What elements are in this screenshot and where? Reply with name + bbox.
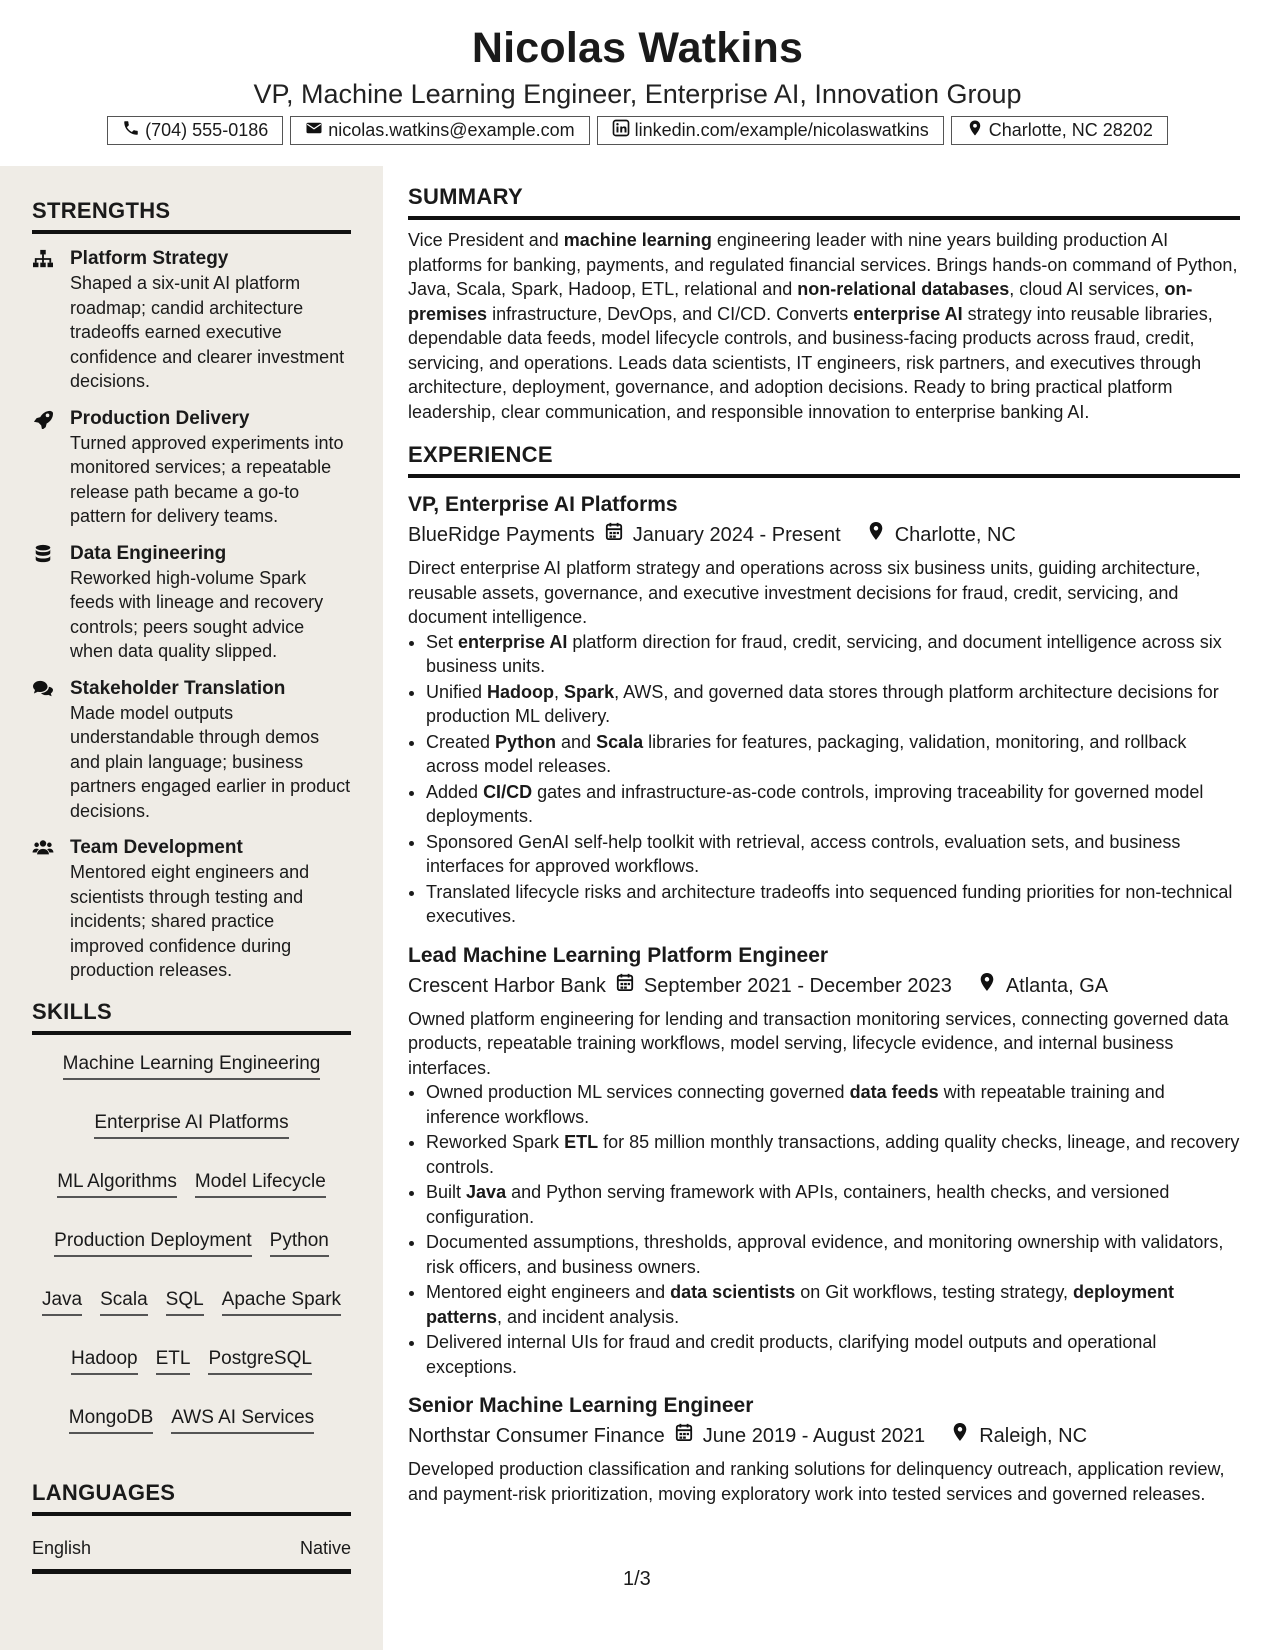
experience-heading: EXPERIENCE xyxy=(408,442,1240,478)
text-run: and xyxy=(556,731,597,752)
language-name: English xyxy=(32,1537,92,1558)
bold-text: Scala xyxy=(596,731,644,752)
language-level: Native xyxy=(299,1537,351,1558)
skill-tag: Python xyxy=(270,1228,329,1257)
bullet-item xyxy=(426,1080,1240,1129)
text-run: Built xyxy=(426,1182,467,1202)
text-run: libraries for features, packaging, validation, monitoring, and rollback across model releases. xyxy=(426,731,1187,776)
text-run: engineering leader with nine years building production AI platforms for banking, payments, and regulated financial services. Brings hands-on command of Python, Java, Scala, Spark, Hadoop, ETL, relational and xyxy=(408,230,1238,299)
skill-tag: ETL xyxy=(156,1346,191,1375)
skill-tag: Production Deployment xyxy=(54,1228,252,1257)
text-run: Documented assumptions, thresholds, approval evidence, and monitoring ownership with validators, risk officers, and business owners. xyxy=(426,1232,1224,1277)
text-run: Created xyxy=(426,731,496,752)
map-pin-icon xyxy=(867,520,885,550)
contact-email[interactable] xyxy=(290,116,589,145)
users-icon xyxy=(32,835,58,983)
contact-linkedin[interactable] xyxy=(597,116,944,145)
text-run: , AWS, and governed data stores through platform architecture decisions for production ML delivery. xyxy=(426,681,1219,726)
job-description: Direct enterprise AI platform strategy and operations across six business units, guiding architecture, reusable assets, governance, and executive investment decisions for fraud, credit, servicing, and document intelligence. xyxy=(408,558,1201,627)
bullet-item xyxy=(426,880,1240,929)
skill-tag: Enterprise AI Platforms xyxy=(94,1110,288,1139)
job-location: Atlanta, GA xyxy=(1005,974,1109,997)
bullet-item xyxy=(426,780,1240,829)
strength-title: Data Engineering xyxy=(70,542,227,564)
bullet-item xyxy=(426,830,1240,879)
strengths-heading: STRENGTHS xyxy=(32,198,351,234)
sidebar xyxy=(0,166,383,1650)
text-run: gates and infrastructure-as-code controls, improving traceability for governed model deployments. xyxy=(426,781,1204,826)
bold-text: Java xyxy=(466,1182,507,1202)
skill-tag: Apache Spark xyxy=(222,1287,341,1316)
bold-text: enterprise AI xyxy=(853,303,963,324)
bold-text: ETL xyxy=(564,1132,599,1152)
skill-tag: Machine Learning Engineering xyxy=(63,1051,321,1080)
skill-tag: Model Lifecycle xyxy=(195,1169,326,1198)
skill-tag: ML Algorithms xyxy=(57,1169,177,1198)
skills-heading: SKILLS xyxy=(32,999,351,1035)
bold-text: data scientists xyxy=(670,1282,796,1302)
resume-header xyxy=(0,0,1275,145)
job-description: Owned platform engineering for lending and transaction monitoring services, connecting governed data products, repeatable training workflows, model serving, lifecycle evidence, and internal business interfaces. xyxy=(408,1008,1229,1078)
strength-title: Production Delivery xyxy=(70,407,250,429)
bold-text: on-premises xyxy=(408,279,1193,324)
company-name: Northstar Consumer Finance xyxy=(408,1425,665,1447)
database-icon xyxy=(32,541,58,664)
text-run: , xyxy=(554,681,565,702)
strength-item xyxy=(32,246,351,394)
sitemap-icon xyxy=(32,246,58,394)
text-run: Added xyxy=(426,781,484,802)
map-pin-icon xyxy=(951,1421,969,1451)
job-meta xyxy=(408,1421,1240,1451)
strength-title: Stakeholder Translation xyxy=(70,677,286,699)
language-row xyxy=(32,1516,351,1574)
skill-tag: PostgreSQL xyxy=(208,1346,312,1375)
company-name: BlueRidge Payments xyxy=(408,524,595,546)
strength-title: Team Development xyxy=(70,837,243,858)
job-entry xyxy=(408,1391,1240,1506)
skill-tag: SQL xyxy=(166,1287,204,1316)
linkedin-icon xyxy=(612,119,630,142)
text-run: Vice President and xyxy=(408,230,564,250)
map-pin-icon xyxy=(978,971,996,1001)
bold-text: data feeds xyxy=(849,1082,939,1102)
calendar-icon xyxy=(605,520,623,550)
experience-list xyxy=(408,490,1240,1506)
contact-location[interactable] xyxy=(951,116,1168,145)
calendar-icon xyxy=(616,971,634,1001)
bullet-item xyxy=(426,1280,1240,1329)
text-run: platform direction for fraud, credit, servicing, and document intelligence across six business units. xyxy=(426,631,1222,676)
skill-tag: MongoDB xyxy=(69,1405,154,1434)
job-meta xyxy=(408,520,1240,550)
text-run: strategy into reusable libraries, dependable data feeds, model lifecycle controls, and business-facing products across fraud, credit, servicing, and operations. Leads data scientists, IT engineers, risk partners, and executives through architecture, deployment, governance, and adoption decisions. Ready to bring practical platform leadership, clear communication, and responsible innovation to enterprise banking AI. xyxy=(408,303,1213,422)
bullet-item xyxy=(426,630,1240,679)
text-run: Sponsored GenAI self-help toolkit with retrieval, access controls, evaluation sets, and business interfaces for approved workflows. xyxy=(426,831,1181,876)
strength-desc: Reworked high-volume Spark feeds with lineage and recovery controls; peers sought advice when data quality slipped. xyxy=(70,567,324,661)
strength-desc: Made model outputs understandable through demos and plain language; business partners engaged earlier in product decisions. xyxy=(70,702,351,821)
strength-item xyxy=(32,835,351,983)
skills-list xyxy=(32,1035,351,1434)
text-run: , cloud AI services, xyxy=(1009,279,1165,299)
strength-desc: Turned approved experiments into monitored services; a repeatable release path became a go-to pattern for delivery teams. xyxy=(70,432,344,526)
job-title: Lead Machine Learning Platform Engineer xyxy=(408,943,829,967)
bullet-item xyxy=(426,1130,1240,1179)
main-content xyxy=(408,166,1240,1506)
linkedin-text: linkedin.com/example/nicolaswatkins xyxy=(634,120,929,140)
candidate-name: Nicolas Watkins xyxy=(471,24,804,72)
bold-text: non-relational databases xyxy=(797,279,1010,299)
strength-item xyxy=(32,676,351,824)
bold-text: machine learning xyxy=(563,230,712,250)
text-run: Delivered internal UIs for fraud and credit products, clarifying model outputs and operational exceptions. xyxy=(426,1332,1157,1377)
job-location: Charlotte, NC xyxy=(894,524,1016,546)
contact-phone[interactable] xyxy=(107,116,283,145)
text-run: , and incident analysis. xyxy=(497,1306,680,1327)
text-run: infrastructure, DevOps, and CI/CD. Converts xyxy=(487,303,854,324)
job-description: Developed production classification and ranking solutions for delinquency outreach, application review, and payment-risk prioritization, moving exploratory work into tested services and governed releases. xyxy=(408,1459,1225,1504)
text-run: Translated lifecycle risks and architecture tradeoffs into sequenced funding priorities for non-technical executives. xyxy=(426,881,1233,926)
text-run: on Git workflows, testing strategy, xyxy=(795,1282,1074,1302)
company-name: Crescent Harbor Bank xyxy=(408,974,606,997)
job-title: Senior Machine Learning Engineer xyxy=(408,1394,754,1417)
job-entry xyxy=(408,941,1240,1380)
bullet-item xyxy=(426,730,1240,779)
job-bullets xyxy=(408,630,1240,929)
bold-text: CI/CD xyxy=(483,781,533,802)
strength-item xyxy=(32,541,351,664)
job-entry xyxy=(408,490,1240,929)
text-run: Set xyxy=(426,631,459,652)
job-title: VP, Enterprise AI Platforms xyxy=(408,493,678,516)
location-text: Charlotte, NC 28202 xyxy=(988,120,1153,140)
summary-heading: SUMMARY xyxy=(408,184,1240,220)
skill-tag: Hadoop xyxy=(71,1346,138,1375)
skill-tag: AWS AI Services xyxy=(171,1405,314,1434)
bullet-item xyxy=(426,1230,1240,1279)
phone-text: (704) 555-0186 xyxy=(145,120,269,140)
bold-text: enterprise AI xyxy=(458,631,568,652)
text-run: Mentored eight engineers and xyxy=(426,1282,671,1302)
bullet-item xyxy=(426,680,1240,729)
skill-tag: Scala xyxy=(100,1287,148,1316)
job-dates: June 2019 - August 2021 xyxy=(702,1425,926,1447)
bullet-item xyxy=(426,1330,1240,1379)
job-location: Raleigh, NC xyxy=(979,1425,1088,1447)
page-number: 1/3 xyxy=(623,1568,651,1590)
job-meta xyxy=(408,971,1240,1001)
text-run: and Python serving framework with APIs, containers, health checks, and versioned configuration. xyxy=(426,1182,1170,1227)
strength-item xyxy=(32,406,351,529)
text-run: with repeatable training and inference workflows. xyxy=(426,1082,1165,1127)
comments-icon xyxy=(32,676,58,824)
job-dates: September 2021 - December 2023 xyxy=(643,974,952,997)
bold-text: Python xyxy=(495,731,557,752)
email-text: nicolas.watkins@example.com xyxy=(328,120,575,140)
phone-icon xyxy=(122,119,140,142)
bold-text: deployment patterns xyxy=(426,1282,1175,1327)
rocket-icon xyxy=(32,406,58,529)
bullet-item xyxy=(426,1180,1240,1229)
bold-text: Hadoop xyxy=(487,681,555,702)
strength-desc: Shaped a six-unit AI platform roadmap; candid architecture tradeoffs earned executive confidence and clearer investment decisions. xyxy=(70,273,345,391)
text-run: Owned production ML services connecting governed xyxy=(426,1082,850,1102)
candidate-title: VP, Machine Learning Engineer, Enterprise AI, Innovation Group xyxy=(253,79,1022,109)
text-run: Reworked Spark xyxy=(426,1132,565,1152)
text-run: Unified xyxy=(426,681,488,702)
summary-text xyxy=(408,228,1240,424)
job-dates: January 2024 - Present xyxy=(632,524,841,546)
contact-bar xyxy=(0,116,1275,145)
map-pin-icon xyxy=(966,119,984,142)
text-run: for 85 million monthly transactions, adding quality checks, lineage, and recovery controls. xyxy=(426,1132,1240,1177)
job-bullets xyxy=(408,1080,1240,1379)
bold-text: Spark xyxy=(564,681,615,702)
envelope-icon xyxy=(305,119,323,142)
strength-desc: Mentored eight engineers and scientists through testing and incidents; shared practice improved confidence during production releases. xyxy=(70,862,310,980)
strength-title: Platform Strategy xyxy=(70,248,229,269)
languages-heading: LANGUAGES xyxy=(32,1480,351,1516)
skill-tag: Java xyxy=(42,1287,82,1316)
calendar-icon xyxy=(675,1421,693,1451)
